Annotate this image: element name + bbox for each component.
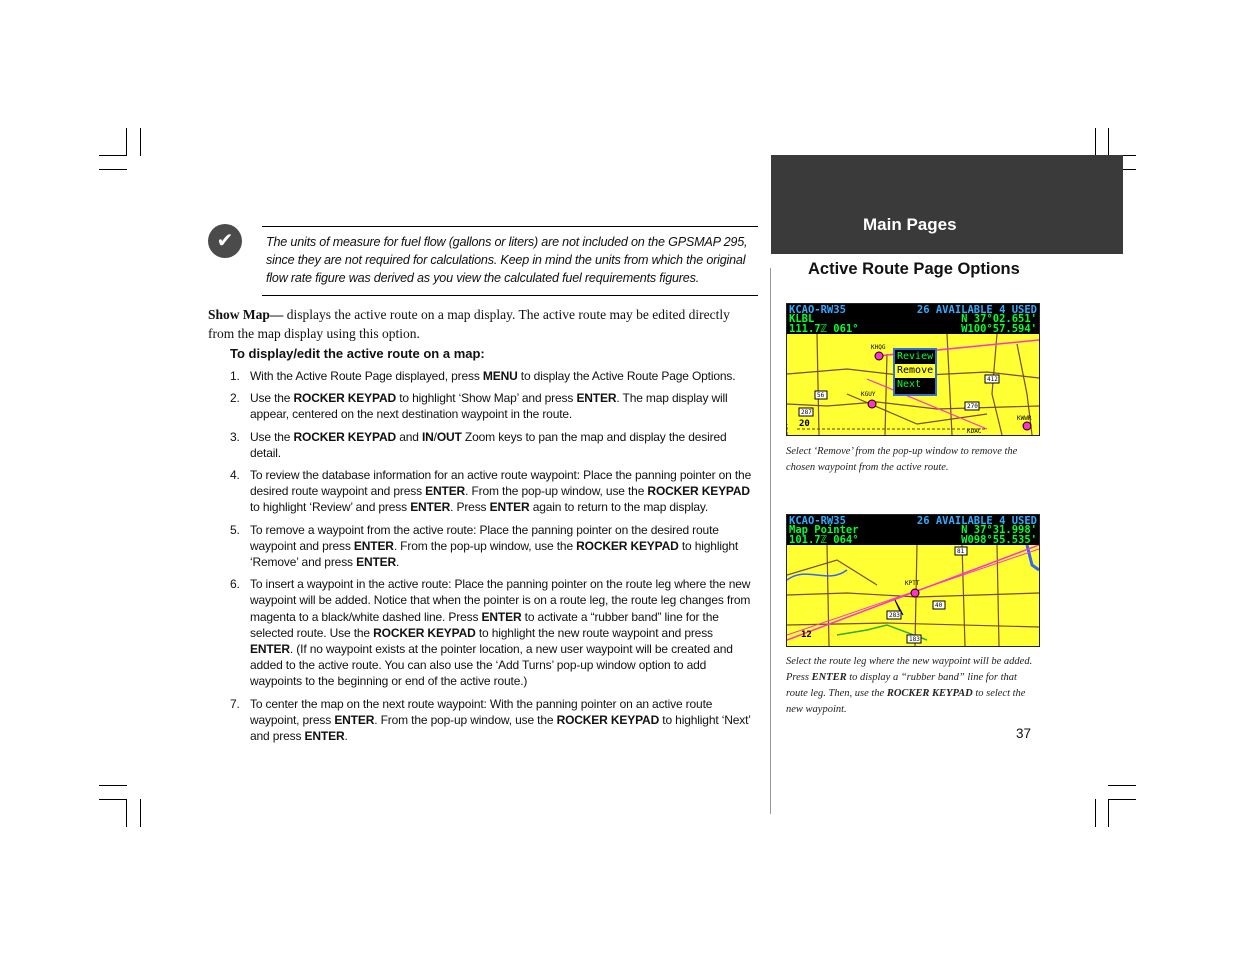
popup-remove[interactable]: Remove xyxy=(897,365,934,376)
note-box xyxy=(262,226,758,296)
step-text: To remove a waypoint from the active route: Place the panning pointer on the desired route waypoint and press xyxy=(250,522,719,553)
step-number: 6. xyxy=(230,577,240,592)
svg-text:56: 56 xyxy=(817,392,825,399)
key-name: MENU xyxy=(482,369,518,383)
map-scale: 20 xyxy=(799,419,810,429)
show-map-lead: Show Map— xyxy=(208,307,284,322)
step-number: 1. xyxy=(230,369,240,383)
step-text: Use the xyxy=(250,429,294,444)
step-text: Select the route leg where the new waypoint will be added. Press xyxy=(786,656,1033,683)
step-item xyxy=(230,467,758,516)
map-label: KPTT xyxy=(905,580,920,587)
crop-mark xyxy=(99,785,127,786)
step-item xyxy=(230,368,758,384)
step-text: To center the map on the next route waypoint: With the panning pointer on an active route waypoint, press xyxy=(250,696,713,727)
crop-mark xyxy=(126,799,127,827)
key-name: ENTER xyxy=(576,391,617,406)
key-name: ENTER xyxy=(250,642,290,657)
step-text: to highlight ‘Remove’ and press xyxy=(250,538,739,570)
crop-mark xyxy=(1095,128,1096,156)
step-text: . Press xyxy=(450,500,490,515)
svg-text:183: 183 xyxy=(909,636,920,643)
step-text: to display a “rubber band” line for that route leg. Then, use the xyxy=(786,672,1017,699)
key-name: ENTER xyxy=(304,729,345,744)
key-name: ROCKER KEYPAD xyxy=(293,391,397,406)
step-text: to highlight ‘Next’ and press xyxy=(250,712,751,744)
step-text: . xyxy=(344,729,348,744)
waypoint-id: KLBL xyxy=(789,313,815,325)
step-item xyxy=(230,390,758,422)
step-text: Use the xyxy=(250,391,294,406)
crop-mark xyxy=(140,128,141,156)
show-map-body: displays the active route on a map display. The active route may be edited directly from the map display using this option. xyxy=(208,307,730,341)
svg-text:412: 412 xyxy=(987,376,998,383)
step-text: . The map display will appear, centered on the next destination waypoint in the route. xyxy=(250,391,728,422)
section-heading: Active Route Page Options xyxy=(808,260,1020,278)
gps-screenshot-remove xyxy=(786,303,1040,436)
crop-mark xyxy=(99,155,127,156)
svg-text:40: 40 xyxy=(935,602,943,609)
key-name: OUT xyxy=(436,429,462,444)
route-name: KCAO-RW35 xyxy=(789,515,846,527)
key-name: ROCKER KEYPAD xyxy=(647,484,750,499)
step-text: and xyxy=(396,429,422,444)
screen-header xyxy=(787,515,1039,545)
key-name: ENTER xyxy=(410,500,451,515)
step-text: . xyxy=(396,555,400,570)
step-number: 7. xyxy=(230,696,240,711)
step-text: to highlight ‘Show Map’ and press xyxy=(396,391,577,406)
step-text: . From the pop-up window, use the xyxy=(374,712,557,727)
popup-review[interactable]: Review xyxy=(897,351,934,362)
step-text: To insert a waypoint in the active route: Place the panning pointer on the route leg where the new waypoint will be added. Notice that when the pointer is on a route leg, the route leg changes from magenta to a black/white dashed line. Press xyxy=(250,577,751,624)
step-text: . From the pop-up window, use the xyxy=(465,484,648,499)
step-text: / xyxy=(433,429,437,444)
screen-header xyxy=(787,304,1039,334)
step-text: To review the database information for an active route waypoint: Place the panning pointer on the desired route waypoint and press xyxy=(250,468,752,499)
latitude: N 37°31.998' xyxy=(961,524,1037,536)
step-number: 5. xyxy=(230,522,240,537)
step-text: again to return to the map display. xyxy=(529,500,709,515)
longitude: W100°57.594' xyxy=(961,323,1037,335)
key-name: ENTER xyxy=(334,712,375,727)
map-label: KDAC xyxy=(967,428,982,435)
gps-screenshot-insert xyxy=(786,514,1040,647)
column-divider xyxy=(770,268,771,814)
bearing: 111.7ℤ 061° xyxy=(789,323,859,335)
key-name: ENTER xyxy=(489,500,530,515)
steps-list xyxy=(230,368,758,750)
crop-mark xyxy=(99,169,127,170)
procedure-title: To display/edit the active route on a map: xyxy=(230,346,485,361)
step-text: to display the Active Route Page Options. xyxy=(517,369,736,383)
latitude: N 37°02.651' xyxy=(961,313,1037,325)
key-name: IN xyxy=(421,429,434,444)
step-text: to activate a “rubber band” line for the selected route. Use the xyxy=(250,609,719,640)
map-label: KGUY xyxy=(861,391,876,398)
section-tab xyxy=(771,155,1123,254)
step-text: to highlight ‘Review’ and press xyxy=(250,500,411,515)
step-text: With the Active Route Page displayed, press xyxy=(250,369,483,383)
map-label: KHQG xyxy=(871,344,886,351)
key-name: ROCKER KEYPAD xyxy=(886,688,973,699)
caption-remove: Select ‘Remove’ from the pop-up window to remove the chosen waypoint from the active route. xyxy=(786,446,1018,473)
svg-text:283: 283 xyxy=(889,612,900,619)
show-map-paragraph xyxy=(208,305,758,343)
popup-next[interactable]: Next xyxy=(897,379,922,390)
key-name: ENTER xyxy=(811,672,847,683)
step-text: Zoom keys to pan the map and display the desired detail. xyxy=(250,429,727,460)
note-text: The units of measure for fuel flow (gallons or liters) are not included on the GPSMAP 295, since they are not required for calculations. Keep in mind the units from which the original flow rate figure was derived as you view the calculated fuel requirements figures. xyxy=(266,235,748,285)
longitude: W098°55.535' xyxy=(961,534,1037,546)
key-name: ROCKER KEYPAD xyxy=(556,712,660,727)
key-name: ENTER xyxy=(356,555,397,570)
svg-text:270: 270 xyxy=(967,403,978,410)
crop-mark xyxy=(1108,799,1109,827)
key-name: ENTER xyxy=(425,484,466,499)
waypoint-count: 26 AVAILABLE 4 USED xyxy=(916,515,1037,527)
map-scale: 12 xyxy=(801,630,812,640)
crop-mark xyxy=(140,799,141,827)
step-text: . From the pop-up window, use the xyxy=(393,538,577,553)
step-item xyxy=(230,576,758,689)
map-view xyxy=(787,545,1039,646)
section-tab-label: Main Pages xyxy=(863,215,957,234)
bearing: 101.7ℤ 064° xyxy=(789,534,859,546)
crop-mark xyxy=(1095,799,1096,827)
page-number: 37 xyxy=(1016,726,1032,741)
waypoint-id: Map Pointer xyxy=(789,524,859,536)
checkmark-icon: ✔ xyxy=(208,224,242,258)
popup-menu xyxy=(893,348,937,396)
map-label: KWWR xyxy=(1017,415,1032,422)
key-name: ENTER xyxy=(481,609,522,624)
step-item xyxy=(230,522,758,571)
svg-text:81: 81 xyxy=(957,548,965,555)
key-name: ENTER xyxy=(353,538,394,553)
step-number: 4. xyxy=(230,468,240,483)
step-item xyxy=(230,429,758,461)
key-name: ROCKER KEYPAD xyxy=(293,429,397,444)
crop-mark xyxy=(1108,799,1136,800)
caption-insert xyxy=(786,654,1038,718)
step-number: 2. xyxy=(230,391,240,406)
step-number: 3. xyxy=(230,429,240,444)
key-name: ROCKER KEYPAD xyxy=(576,538,679,553)
crop-mark xyxy=(1108,785,1136,786)
route-name: KCAO-RW35 xyxy=(789,304,846,316)
step-text: . (If no waypoint exists at the pointer location, a new user waypoint will be created and added to the active route. You can also use the ‘Add Turns’ pop-up window option to add waypoints to the beginning or end of the active route.) xyxy=(250,642,733,689)
key-name: ROCKER KEYPAD xyxy=(373,625,476,640)
svg-text:287: 287 xyxy=(801,409,812,416)
crop-mark xyxy=(1108,128,1109,156)
crop-mark xyxy=(99,799,127,800)
step-text: to highlight the new route waypoint and press xyxy=(475,625,713,640)
step-item xyxy=(230,696,758,745)
waypoint-count: 26 AVAILABLE 4 USED xyxy=(916,304,1037,316)
step-text: to select the new waypoint. xyxy=(786,688,1026,715)
crop-mark xyxy=(126,128,127,156)
